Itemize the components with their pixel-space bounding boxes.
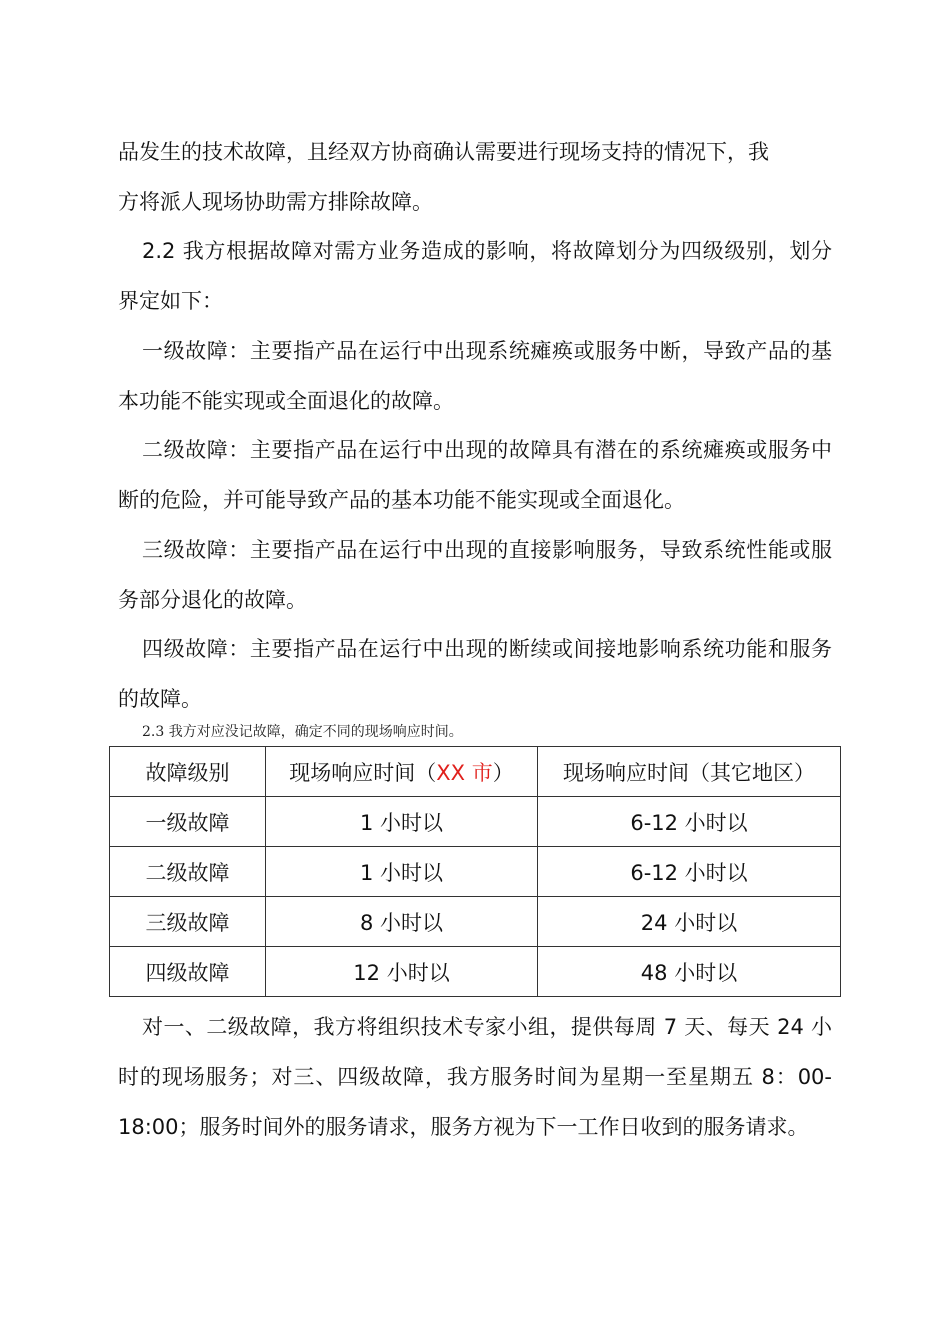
table-header-row xyxy=(110,747,841,797)
response-time-table xyxy=(109,746,841,997)
cell-local: 8 小时以 xyxy=(266,897,538,947)
table-row xyxy=(110,947,841,997)
paragraph-fault-levels-intro: 2.2 我方根据故障对需方业务造成的影响，将故障划分为四级级别，划分界定如下： xyxy=(118,239,832,313)
table-row xyxy=(110,797,841,847)
table-row xyxy=(110,897,841,947)
cell-other: 6-12 小时以 xyxy=(538,797,841,847)
paragraph-level-1: 一级故障：主要指产品在运行中出现系统瘫痪或服务中断，导致产品的基本功能不能实现或全面退化的故障。 xyxy=(118,339,832,413)
table-caption: 2.3 我方对应没记故障，确定不同的现场响应时间。 xyxy=(142,724,463,740)
cell-local: 12 小时以 xyxy=(266,947,538,997)
paragraph-line: 品发生的技术故障，且经双方协商确认需要进行现场支持的情况下，我 xyxy=(118,140,769,164)
table-row xyxy=(110,847,841,897)
header-cell-level: 故障级别 xyxy=(110,747,266,797)
header-cell-local xyxy=(266,747,538,797)
paragraph-service-hours: 对一、二级故障，我方将组织技术专家小组，提供每周 7 天、每天 24 小时的现场服务；对三、四级故障，我方服务时间为星期一至星期五 8：00-18:00；服务时间外的服务请求，服务方视为下一工作日收到的服务请求。 xyxy=(118,1015,832,1139)
paragraph-level-3: 三级故障：主要指产品在运行中出现的直接影响服务，导致系统性能或服务部分退化的故障。 xyxy=(118,538,832,612)
paragraph-level-2: 二级故障：主要指产品在运行中出现的故障具有潜在的系统瘫痪或服务中断的危险，并可能导致产品的基本功能不能实现或全面退化。 xyxy=(118,438,832,512)
header-text: ） xyxy=(492,760,514,785)
cell-level: 一级故障 xyxy=(110,797,266,847)
city-highlight: XX 市 xyxy=(436,760,493,785)
cell-other: 6-12 小时以 xyxy=(538,847,841,897)
paragraph-line: 方将派人现场协助需方排除故障。 xyxy=(118,190,433,214)
cell-level: 三级故障 xyxy=(110,897,266,947)
paragraph-level-4: 四级故障：主要指产品在运行中出现的断续或间接地影响系统功能和服务的故障。 xyxy=(118,637,832,711)
cell-local: 1 小时以 xyxy=(266,847,538,897)
cell-local: 1 小时以 xyxy=(266,797,538,847)
cell-other: 24 小时以 xyxy=(538,897,841,947)
cell-other: 48 小时以 xyxy=(538,947,841,997)
paragraph-continuation xyxy=(118,127,832,227)
cell-level: 二级故障 xyxy=(110,847,266,897)
header-text: 现场响应时间（ xyxy=(289,760,437,785)
header-cell-other: 现场响应时间（其它地区） xyxy=(538,747,841,797)
cell-level: 四级故障 xyxy=(110,947,266,997)
